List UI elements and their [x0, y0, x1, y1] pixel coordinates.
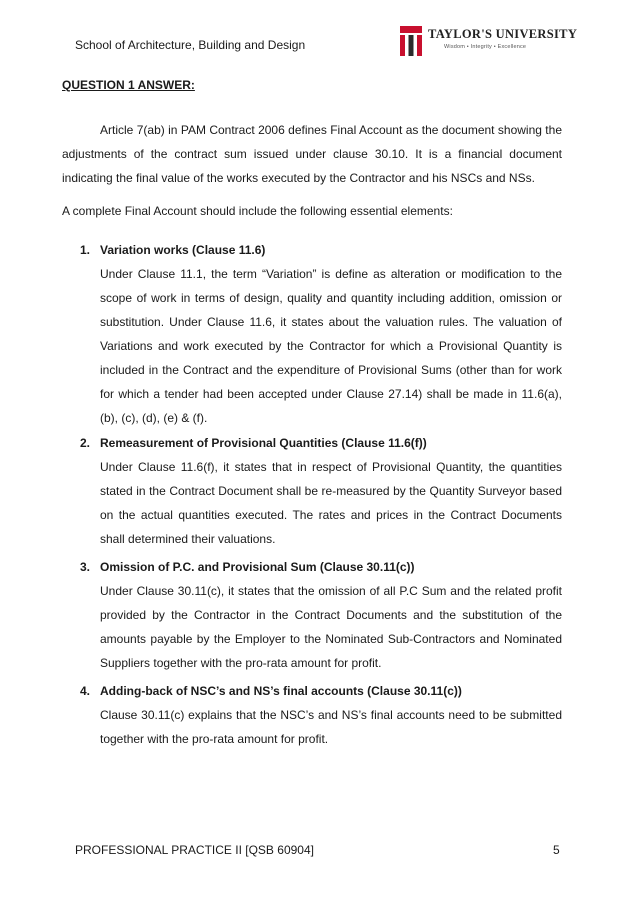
elements-intro: A complete Final Account should include the following essential elements: [62, 204, 453, 218]
item-title: Adding-back of NSC’s and NS’s final accounts (Clause 30.11(c)) [100, 684, 462, 698]
item-number: 4. [80, 684, 91, 698]
item-body: Under Clause 30.11(c), it states that the omission of all P.C Sum and the related profit provided by the Contractor in the Contract Documents and the substitution of the amounts payable by the Employer to the Nominated Sub-Contractors and Nominated Suppliers together with the pro-rata amount for profit. [100, 584, 562, 670]
item-number: 2. [80, 436, 91, 450]
university-logo [400, 22, 578, 62]
list-item [80, 238, 562, 430]
item-title: Variation works (Clause 11.6) [100, 243, 266, 257]
item-number: 1. [80, 243, 91, 257]
item-body: Under Clause 11.6(f), it states that in respect of Provisional Quantity, the quantities stated in the Contract Document shall be re-measured by the Quantity Surveyor based on the actual quantities executed. The rates and prices in the Contract Documents shall determined their valuations. [100, 460, 562, 546]
item-heading [80, 431, 562, 455]
footer-course: PROFESSIONAL PRACTICE II [QSB 60904] [75, 843, 314, 857]
item-heading [80, 238, 562, 262]
item-heading [80, 555, 562, 579]
university-name: TAYLOR'S UNIVERSITY [428, 27, 578, 41]
school-name: School of Architecture, Building and Design [75, 38, 306, 52]
list-item [80, 431, 562, 551]
question-title: QUESTION 1 ANSWER: [62, 78, 195, 92]
item-heading [80, 679, 562, 703]
university-crest-icon [400, 26, 422, 56]
item-body: Clause 30.11(c) explains that the NSC’s and NS’s final accounts need to be submitted together with the pro-rata amount for profit. [100, 708, 562, 746]
page-number: 5 [553, 843, 560, 857]
item-body: Under Clause 11.1, the term “Variation” is define as alteration or modification to the scope of work in terms of design, quality and quantity including addition, omission or substitution. Under Clause 11.6, it states about the valuation rules. The valuation of Variations and work executed by the Contractor for which a Provisional Quantity is included in the Contract and the expenditure of Provisional Sums (other than for work for which a tender had been accepted under Clause 27.14) shall be made in 11.6(a), (b), (c), (d), (e) & (f). [100, 267, 562, 425]
university-tagline: Wisdom • Integrity • Excellence [444, 44, 527, 50]
list-item [80, 555, 562, 675]
list-item [80, 679, 562, 751]
item-title: Remeasurement of Provisional Quantities (Clause 11.6(f)) [100, 436, 427, 450]
intro-paragraph: Article 7(ab) in PAM Contract 2006 defines Final Account as the document showing the adjustments of the contract sum issued under clause 30.10. It is a financial document indicating the final value of the works executed by the Contractor and his NSCs and NSs. [62, 123, 562, 185]
item-number: 3. [80, 560, 91, 574]
item-title: Omission of P.C. and Provisional Sum (Clause 30.11(c)) [100, 560, 415, 574]
